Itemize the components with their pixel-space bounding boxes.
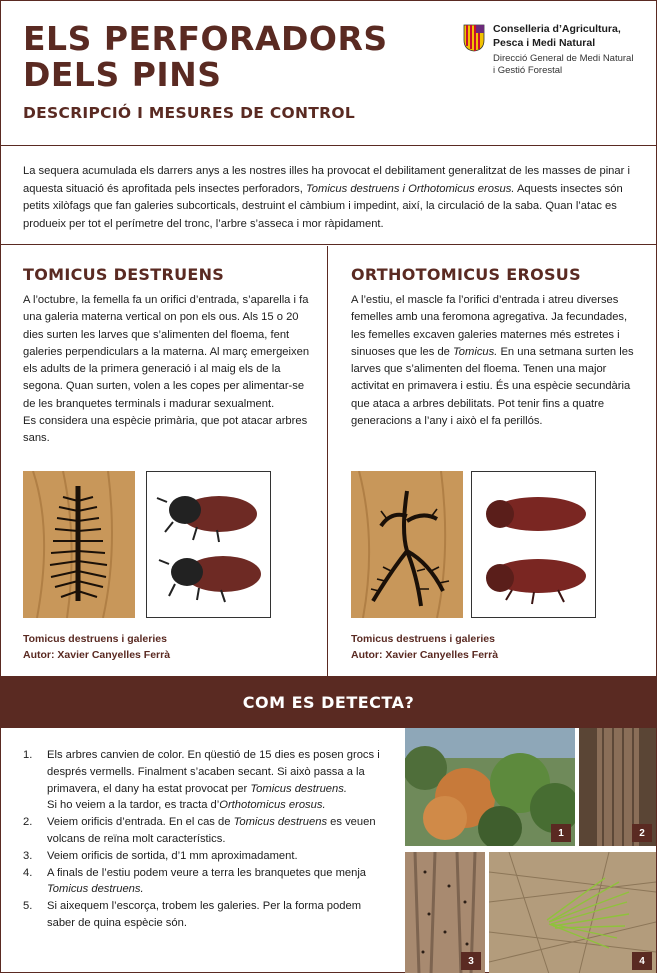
list-item-italic: Tomicus destruens <box>233 816 328 829</box>
detect-banner <box>1 676 656 728</box>
logo-line-4: i Gestió Forestal <box>493 65 563 76</box>
tomicus-body-text: A l’octubre, la femella fa un orifici d’entrada, s’aparella i fa una galeria materna vertical on pon els ous. Als 15 o 20 dies surten les larves que s’alimenten del floema, fent galeries perpendiculars a la materna. Al març emergeixen els adults de la primera generació i al maig els de la segona. Quan surten, volen a les copes per alimentar-se de les branquetes terminals i madurar sexualment. <box>23 294 310 410</box>
list-item-italic: Tomicus destruens. <box>47 883 144 896</box>
list-item <box>23 814 383 848</box>
list-item-number: 2. <box>23 816 33 829</box>
orthotomicus-caption-title: Tomicus destruens i galeries <box>351 633 495 645</box>
list-item-text-b: es veuen volcans de reïna molt característics. <box>47 816 376 845</box>
logo-line-3: Direcció General de Medi Natural <box>493 53 634 64</box>
photo-fallen-twigs <box>489 852 656 973</box>
gallery-pattern-illustration <box>351 471 463 618</box>
photo-forest-damage <box>405 728 575 846</box>
list-item-extra-italic: Orthotomicus erosus. <box>219 799 326 812</box>
detect-list <box>23 747 383 932</box>
orthotomicus-beetle-photo <box>471 471 596 618</box>
beetle-illustration <box>472 472 595 617</box>
orthotomicus-caption-author: Autor: Xavier Canyelles Ferrà <box>351 649 499 661</box>
list-item-text: Veiem orificis de sortida, d’1 mm aproximadament. <box>47 849 298 862</box>
institution-logo <box>463 23 648 83</box>
photo-number-badge: 4 <box>632 952 652 970</box>
list-item-number: 4. <box>23 866 33 879</box>
list-item <box>23 865 383 899</box>
orthotomicus-body-b: En una setmana surten les larves que s’alimenten del floema. Tenen una major activitat en primavera i estiu. És una espècie secundària que ataca a arbres debilitats. Pot tenir fins a quatre generacions a l’any i això el fa perillós. <box>351 345 634 428</box>
tomicus-body-text-2: Es considera una espècie primària, que pot atacar arbres sans. <box>23 415 308 445</box>
tomicus-beetle-photo <box>146 471 271 618</box>
list-item-extra <box>23 797 383 814</box>
list-item-text: Els arbres canvien de color. En qüestió de 15 dies es posen grocs i després vermells. Finalment s’acaben secant. Si això passa a la primavera, el dany ha estat provocat per <box>47 749 380 795</box>
list-item <box>23 848 383 865</box>
photo-number-badge: 1 <box>551 824 571 842</box>
tomicus-section <box>1 246 328 676</box>
forest-illustration <box>405 728 575 846</box>
orthotomicus-body-a: A l’estiu, el mascle fa l’orifici d’entrada i atreu diverses femelles amb una feromona agregativa. Ja fecundades, les femelles excaven galeries maternes més estretes i sinuoses que les de <box>351 294 628 358</box>
list-item-number: 3. <box>23 849 33 862</box>
header <box>1 1 656 146</box>
beetle-illustration <box>147 472 270 617</box>
orthotomicus-body-italic: Tomicus. <box>453 345 498 358</box>
title-line-2: DELS PINS <box>23 55 222 94</box>
intro-paragraph <box>1 146 656 245</box>
tomicus-caption-author: Autor: Xavier Canyelles Ferrà <box>23 649 171 661</box>
gallery-pattern-illustration <box>23 471 135 618</box>
tomicus-caption-title: Tomicus destruens i galeries <box>23 633 167 645</box>
intro-species: Tomicus destruens i Orthotomicus erosus. <box>305 182 515 195</box>
list-item-italic: Tomicus destruens. <box>250 782 347 795</box>
list-item-number: 1. <box>23 749 33 761</box>
list-item-text: Veiem orificis d’entrada. En el cas de <box>47 816 234 829</box>
page-subtitle: DESCRIPCIÓ I MESURES DE CONTROL <box>23 104 356 122</box>
photo-number-badge: 3 <box>461 952 481 970</box>
photo-trunk-resin <box>579 728 656 846</box>
title-line-1: ELS PERFORADORS <box>23 19 388 58</box>
tomicus-gallery-image <box>23 471 135 618</box>
page-title <box>23 21 388 93</box>
list-item <box>23 747 383 797</box>
orthotomicus-heading: ORTHOTOMICUS EROSUS <box>351 265 581 284</box>
logo-line-1: Conselleria d’Agricultura, <box>493 23 621 35</box>
detect-banner-text: COM ES DETECTA? <box>242 692 415 712</box>
coat-of-arms-icon <box>463 24 485 52</box>
list-item <box>23 898 383 932</box>
logo-line-2: Pesca i Medi Natural <box>493 37 596 49</box>
list-item-number: 5. <box>23 900 33 913</box>
orthotomicus-body <box>351 292 641 430</box>
tomicus-caption <box>23 631 170 663</box>
tomicus-heading: TOMICUS DESTRUENS <box>23 265 225 284</box>
list-item-text: Si aixequem l’escorça, trobem les galeries. Per la forma podem saber de quina espècie són. <box>47 900 362 929</box>
intro-text-b: Aquests insectes són petits xilòfags que fan galeries subcorticals, destruint el càmbium i impedint, així, la circulació de la saba. Quan l’atac es produeix per tot el perímetre del tronc, l’arbre s’asseca i mor ràpidament. <box>23 182 623 230</box>
orthotomicus-caption <box>351 631 498 663</box>
list-item-extra-text: Si ho veiem a la tardor, es tracta d’ <box>47 799 220 812</box>
orthotomicus-gallery-image <box>351 471 463 618</box>
photo-number-badge: 2 <box>632 824 652 842</box>
intro-text-a: La sequera acumulada els darrers anys a les nostres illes ha provocat el debilitament generalitzat de les masses de pinar i aquesta situació és aprofitada pels insectes perforadors, <box>23 165 630 195</box>
tomicus-body <box>23 292 313 448</box>
list-item-text: A finals de l’estiu podem veure a terra les branquetes que menja <box>47 866 367 879</box>
needles-illustration <box>489 852 656 973</box>
photo-exit-holes <box>405 852 485 973</box>
orthotomicus-section <box>329 246 656 676</box>
